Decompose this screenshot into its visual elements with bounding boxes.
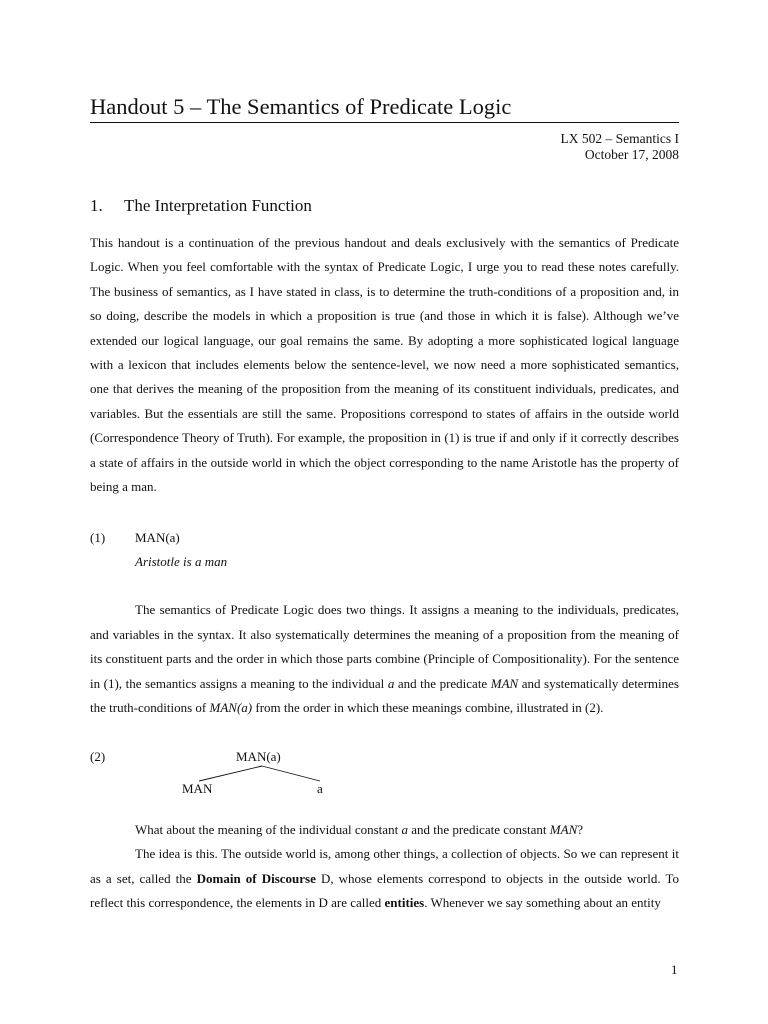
paragraph-text: ? (577, 822, 584, 837)
italic-term: MAN(a) (209, 700, 253, 715)
section-number: 1. (90, 196, 103, 215)
paragraph-text: and systematically determines the truth-conditions of (90, 675, 679, 715)
paragraph-text: from the order in which these meanings combine, illustrated in (2). (252, 700, 604, 715)
tree-branch-left (199, 766, 262, 781)
italic-term: a (387, 675, 395, 691)
italic-term: MAN (549, 822, 578, 837)
course-name: LX 502 – Semantics I (560, 131, 679, 146)
example-1-formula: MAN(a) (135, 530, 180, 545)
example-1-number: (1) (90, 530, 106, 545)
handout-date: October 17, 2008 (584, 147, 679, 162)
bold-term: entities (384, 895, 425, 910)
paragraph-text: The idea is this. The outside world is, among other things, a collection of objects. So we can represent it as a set, called the (90, 846, 679, 886)
paragraph-intro: This handout is a continuation of the previous handout and deals exclusively with the semantics of Predicate Logic. When you feel comfortable with the syntax of Predicate Logic, I urge you to read these notes carefully. The business of semantics, as I have stated in class, is to determine the truth-conditions of a proposition and, in so doing, describe the models in which a proposition is true (and those in which it is false). Although we’ve extended our logical language, our goal remains the same. By adopting a more sophisticated logical language with a lexicon that includes elements below the sentence-level, we now need a more sophisticated semantics, one that derives the meaning of the proposition from the meaning of its constituent individuals, predicates, and variables. But the essentials are still the same. Propositions correspond to states of affairs in the outside world (Correspondence Theory of Truth). For example, the proposition in (1) is true if and only if it correctly describes a state of affairs in the outside world in which the object corresponding to the name Aristotle has the property of being a man. (90, 235, 679, 495)
tree-branch-right (262, 766, 320, 781)
section-title: The Interpretation Function (124, 196, 312, 215)
paragraph-text: What about the meaning of the individual constant (135, 822, 402, 837)
paragraph-domain (90, 842, 679, 916)
paragraph-text: and the predicate (394, 675, 491, 691)
tree-right-node: a (317, 781, 323, 796)
italic-term: MAN (490, 675, 519, 691)
example-1-gloss: Aristotle is a man (135, 554, 228, 569)
tree-left-node: MAN (182, 781, 213, 796)
example-2-number: (2) (90, 749, 106, 764)
paragraph-text: . Whenever we say something about an entity (424, 895, 661, 910)
paragraph-text: D, whose elements correspond to objects in the outside world. To reflect this correspondence, the elements in D are called (90, 870, 679, 910)
paragraph-text: and the predicate constant (407, 822, 550, 837)
italic-term: a (401, 822, 408, 837)
paragraph-text: The semantics of Predicate Logic does two things. It assigns a meaning to the individuals, predicates, and variables in the syntax. It also systematically determines the meaning of a proposition from the meaning of its constituent parts and the order in which those parts combine (Principle of Compositionality). For the sentence in (1), the semantics assigns a meaning to the individual (90, 602, 679, 691)
handout-title: Handout 5 – The Semantics of Predicate Logic (90, 94, 512, 119)
bold-term: Domain of Discourse (196, 870, 316, 886)
tree-root-node: MAN(a) (236, 749, 281, 764)
paragraph-question (90, 818, 679, 843)
page-number: 1 (671, 962, 678, 977)
